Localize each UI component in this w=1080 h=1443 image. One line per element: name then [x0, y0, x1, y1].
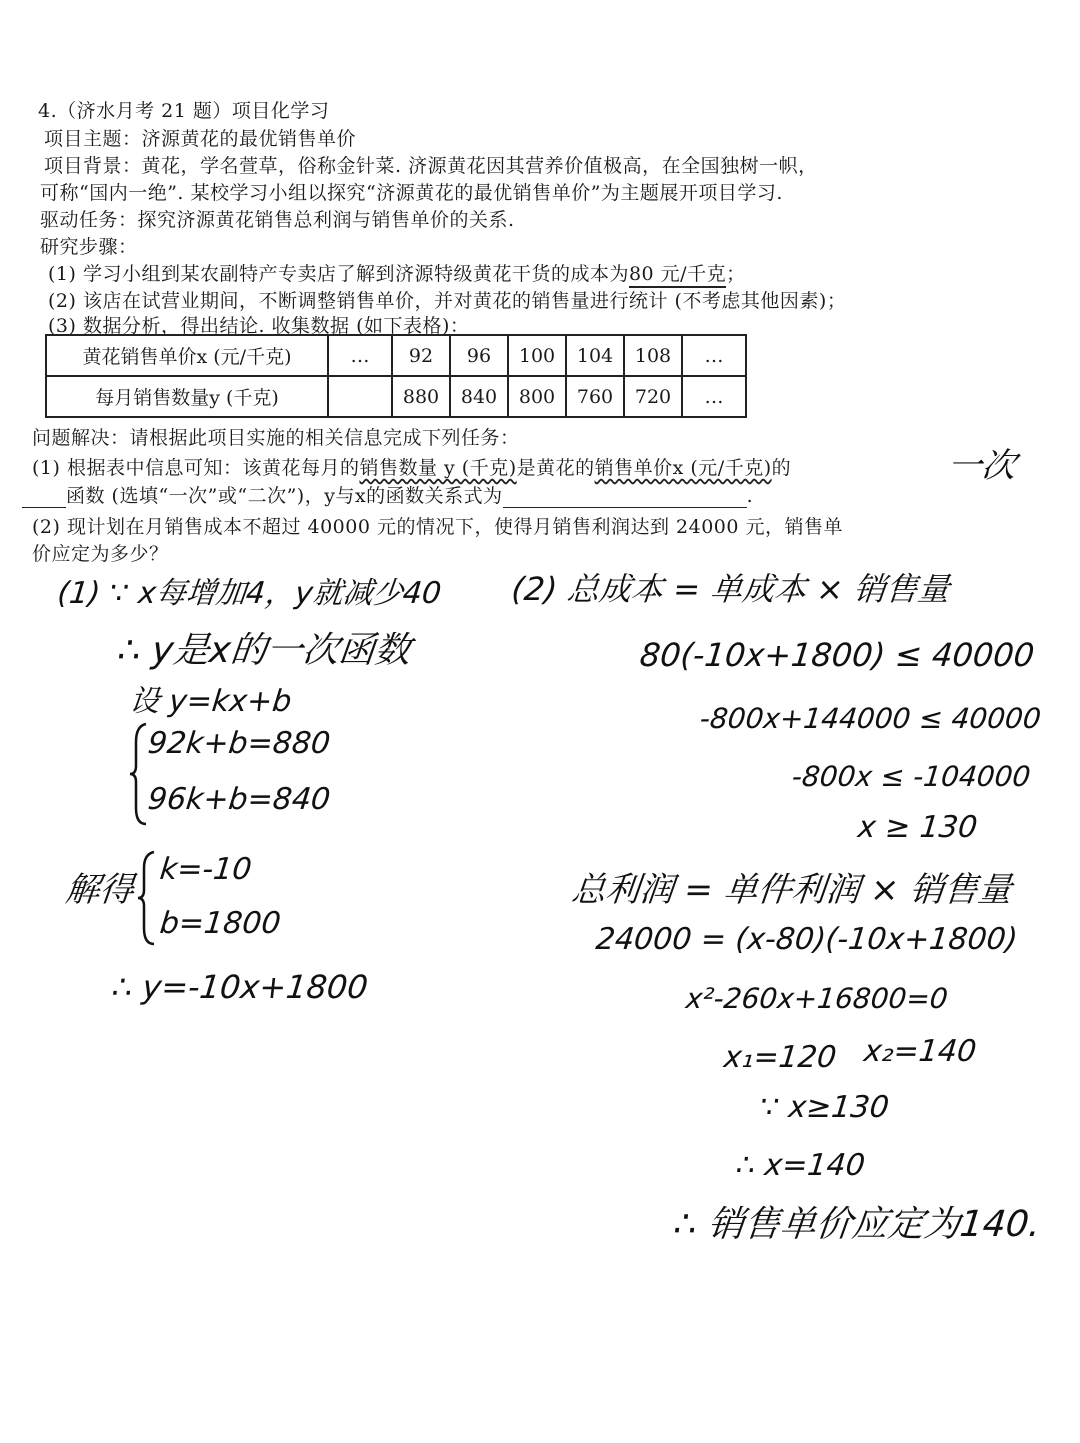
table-row-quantity [46, 376, 746, 417]
project-background-line-2: 可称“国内一绝”. 某校学习小组以探究“济源黄花的最优销售单价”为主题展开项目学习. [40, 182, 783, 204]
q1-price-wavy: 销售单价x (元/千克) [594, 457, 772, 479]
project-background-line-1: 项目背景：黄花，学名萱草，俗称金针菜. 济源黄花因其营养价值极高，在全国独树一帜， [44, 155, 818, 177]
hw-right-line-13: ∴ 销售单价应定为140. [671, 1204, 1043, 1245]
hw-left-line-9: ∴ y=-10x+1800 [110, 968, 370, 1006]
hw-right-line-8: x²-260x+16800=0 [684, 982, 950, 1015]
step-1 [48, 259, 746, 286]
table-cell: … [682, 335, 746, 376]
step-1-suffix: ； [726, 263, 746, 285]
step-1-cost-underlined: 80 元/千克 [629, 263, 726, 288]
table-cell [328, 376, 392, 417]
q1-text-a: (1) 根据表中信息可知：该黄花每月的 [32, 457, 360, 479]
hw-right-line-7: 24000 = (x-80)(-10x+1800) [594, 922, 1020, 957]
table-header-price: 黄花销售单价x (元/千克) [46, 335, 328, 376]
hw-right-line-6: 总利润 = 单件利润 × 销售量 [569, 870, 1014, 910]
question-1-line-2 [22, 481, 753, 508]
q1-quantity-wavy: 销售数量 y (千克) [359, 457, 517, 479]
table-cell: 800 [508, 376, 566, 417]
table-cell: 760 [566, 376, 624, 417]
table-cell: 720 [624, 376, 682, 417]
data-table [45, 334, 747, 418]
question-2-line-2: 价应定为多少？ [32, 543, 169, 565]
hw-left-line-5: 96k+b=840 [146, 782, 332, 817]
problem-solving-label: 问题解决：请根据此项目实施的相关信息完成下列任务： [32, 427, 520, 449]
step-2: (2) 该店在试营业期间，不断调整销售单价，并对黄花的销售量进行统计 (不考虑其他因素)； [48, 290, 847, 312]
q1-blank-2 [503, 507, 747, 508]
step-1-prefix: (1) 学习小组到某农副特产专卖店了解到济源特级黄花干货的成本为 [48, 263, 629, 285]
table-header-quantity: 每月销售数量y (千克) [46, 376, 328, 417]
hw-right-line-10: x₂=140 [862, 1034, 979, 1069]
hw-left-line-4: 92k+b=880 [146, 726, 332, 761]
hw-left-line-1: (1) ∵ x每增加4，y就减少40 [55, 576, 443, 611]
hw-left-line-2: ∴ y是x的一次函数 [115, 630, 413, 671]
table-cell: 96 [450, 335, 508, 376]
table-cell: 104 [566, 335, 624, 376]
hw-brace-solution [136, 850, 158, 946]
question-2-line-1: (2) 现计划在月销售成本不超过 40000 元的情况下，使得月销售利润达到 24000 元，销售单 [32, 516, 843, 538]
hw-left-line-8: b=1800 [158, 906, 283, 941]
project-theme: 项目主题：济源黄花的最优销售单价 [44, 128, 357, 150]
table-cell: 880 [392, 376, 450, 417]
table-cell: … [328, 335, 392, 376]
hw-right-line-3: -800x+144000 ≤ 40000 [698, 702, 1043, 735]
q1-line2-text: 函数 (选填“一次”或“二次”)，y与x的函数关系式为 [66, 485, 503, 507]
table-cell: … [682, 376, 746, 417]
hw-right-line-9: x₁=120 [722, 1040, 839, 1075]
hw-right-line-1: (2) 总成本 = 单成本 × 销售量 [509, 570, 952, 608]
hw-right-line-2: 80(-10x+1800) ≤ 40000 [638, 636, 1037, 674]
research-steps-label: 研究步骤： [40, 236, 138, 258]
hw-right-line-12: ∴ x=140 [734, 1148, 867, 1183]
hw-right-line-4: -800x ≤ -104000 [790, 760, 1033, 793]
step-3: (3) 数据分析，得出结论. 收集数据 (如下表格)： [48, 315, 470, 337]
driving-task: 驱动任务：探究济源黄花销售总利润与销售单价的关系. [40, 209, 515, 231]
problem-title: 4.（济水月考 21 题）项目化学习 [38, 100, 330, 122]
q1-blank-1 [22, 507, 66, 508]
hw-left-line-7: k=-10 [158, 852, 254, 887]
table-row-price [46, 335, 746, 376]
table-cell: 840 [450, 376, 508, 417]
q1-handwritten-answer: 一次 [945, 446, 1018, 486]
table-cell: 108 [624, 335, 682, 376]
q1-line2-end: . [746, 485, 754, 507]
hw-left-line-6: 解得 [63, 870, 136, 910]
hw-right-line-5: x ≥ 130 [856, 810, 980, 845]
q1-text-c: 是黄花的 [516, 457, 595, 479]
table-cell: 100 [508, 335, 566, 376]
q1-text-e: 的 [771, 457, 792, 479]
question-1-line-1 [32, 453, 791, 480]
hw-left-line-3: 设 y=kx+b [127, 684, 294, 719]
table-cell: 92 [392, 335, 450, 376]
hw-right-line-11: ∵ x≥130 [758, 1090, 891, 1125]
